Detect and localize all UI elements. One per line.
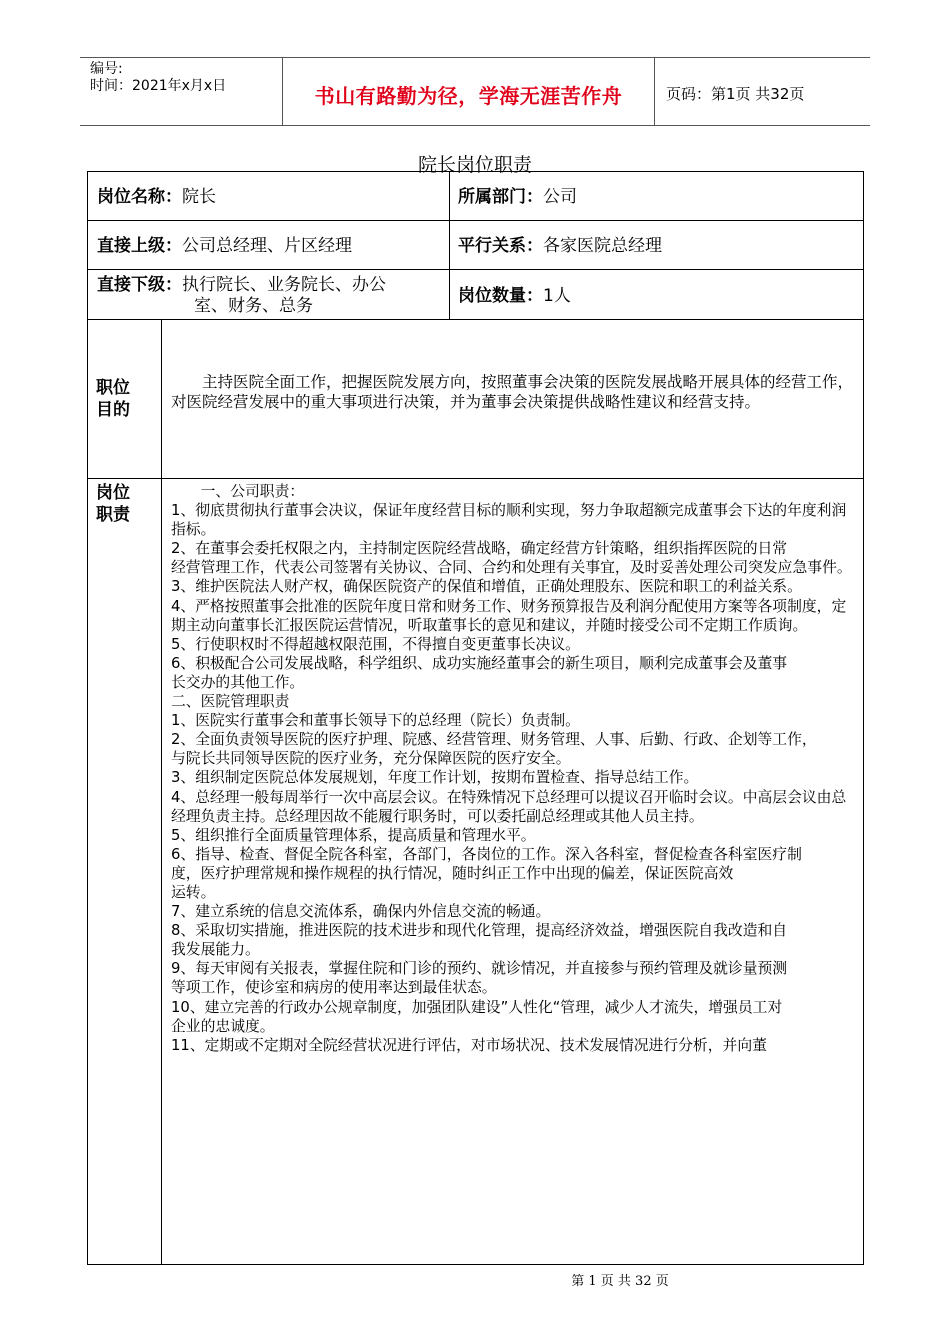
page-footer: 第 1 页 共 32 页	[571, 1274, 669, 1289]
table-rule	[87, 478, 864, 479]
duty-line: 经营管理工作，代表公司签署有关协议、合同、合约和处理有关事宜，及时妥善处理公司突发应急事件。	[171, 559, 852, 577]
duty-line: 运转。	[171, 883, 216, 901]
department-label: 所属部门：	[458, 187, 543, 207]
position-name-value: 院长	[182, 187, 216, 207]
duties-label-line1: 岗位	[96, 483, 130, 503]
duty-line: 企业的忠诚度。	[171, 1017, 275, 1035]
number-label: 编号:	[90, 61, 123, 77]
parallel-cell	[458, 235, 662, 257]
duty-line: 等项工作，使诊室和病房的使用率达到最佳状态。	[171, 979, 497, 997]
duties-label	[96, 482, 156, 526]
duty-line: 二、医院管理职责	[171, 693, 290, 711]
superior-cell	[97, 235, 352, 257]
duty-line: 3、维护医院法人财产权，确保医院资产的保值和增值，正确处理股东、医院和职工的利益关系。	[171, 578, 802, 596]
superior-value: 公司总经理、片区经理	[182, 236, 352, 256]
parallel-value: 各家医院总经理	[543, 236, 662, 256]
position-name-label: 岗位名称：	[97, 187, 182, 207]
header-motto: 书山有路勤为径，学海无涯苦作舟	[314, 84, 623, 108]
subordinate-value-line1: 执行院长、业务院长、办公	[182, 275, 386, 295]
position-name-cell	[97, 186, 216, 208]
header-divider	[654, 58, 655, 125]
document-title: 院长岗位职责	[417, 154, 532, 176]
duty-line: 与院长共同领导医院的医疗业务，充分保障医院的医疗安全。	[171, 750, 571, 768]
duty-line: 3、组织制定医院总体发展规划，年度工作计划，按期布置检查、指导总结工作。	[171, 769, 699, 787]
table-rule	[87, 220, 864, 221]
duty-line: 8、采取切实措施，推进医院的技术进步和现代化管理，提高经济效益，增强医院自我改造和自	[171, 922, 788, 940]
duty-line: 我发展能力。	[171, 941, 260, 959]
table-rule	[87, 319, 864, 320]
duty-line: 11、定期或不定期对全院经营状况进行评估，对市场状况、技术发展情况进行分析，并向董	[171, 1036, 767, 1054]
purpose-text: 主持医院全面工作，把握医院发展方向，按照董事会决策的医院发展战略开展具体的经营工作，对医院经营发展中的重大事项进行决策，并为董事会决策提供战略性建议和经营支持。	[171, 373, 854, 411]
duty-line: 一、公司职责：	[171, 483, 305, 500]
duty-line: 7、建立系统的信息交流体系，确保内外信息交流的畅通。	[171, 903, 551, 921]
duty-line: 4、严格按照董事会批准的医院年度日常和财务工作、财务预算报告及利润分配使用方案等各项制度，定期主动向董事长汇报医院运营情况，听取董事长的意见和建议，并随时接受公司不定期工作质询。	[171, 597, 847, 634]
purpose-label-line1: 职位	[96, 378, 130, 398]
header-page-info: 页码：第1页 共32页	[666, 85, 805, 103]
quantity-cell	[458, 285, 571, 307]
duty-line: 4、总经理一般每周举行一次中高层会议。在特殊情况下总经理可以提议召开临时会议。中高层会议由总经理负责主持。总经理因故不能履行职务时，可以委托副总经理或其他人员主持。	[171, 788, 847, 825]
duty-line: 长交办的其他工作。	[171, 673, 305, 691]
subordinate-cell	[97, 274, 386, 316]
parallel-label: 平行关系：	[458, 236, 543, 256]
department-value: 公司	[543, 187, 577, 207]
duty-line: 6、指导、检查、督促全院各科室，各部门，各岗位的工作。深入各科室，督促检查各科室医疗制	[171, 845, 802, 863]
duty-line: 5、组织推行全面质量管理体系，提高质量和管理水平。	[171, 826, 536, 844]
page-header	[80, 57, 870, 126]
purpose-label	[96, 377, 156, 421]
header-meta	[90, 61, 226, 95]
duty-line: 2、在董事会委托权限之内，主持制定医院经营战略，确定经营方针策略，组织指挥医院的日常	[171, 540, 788, 558]
duty-line: 6、积极配合公司发展战略，科学组织、成功实施经董事会的新生项目，顺利完成董事会及董事	[171, 654, 788, 672]
table-rule	[161, 319, 162, 1265]
duty-line: 2、全面负责领导医院的医疗护理、院感、经营管理、财务管理、人事、后勤、行政、企划等工作，	[171, 731, 817, 749]
superior-label: 直接上级：	[97, 236, 182, 256]
quantity-value: 1人	[543, 286, 571, 306]
duty-line: 5、行使职权时不得超越权限范围，不得擅自变更董事长决议。	[171, 635, 580, 653]
duty-line: 9、每天审阅有关报表，掌握住院和门诊的预约、就诊情况，并直接参与预约管理及就诊量预测	[171, 960, 788, 978]
subordinate-value-line2: 室、财务、总务	[194, 296, 313, 316]
duty-line: 度，医疗护理常规和操作规程的执行情况，随时纠正工作中出现的偏差，保证医院高效	[171, 864, 734, 882]
subordinate-label: 直接下级：	[97, 275, 182, 295]
table-rule	[449, 171, 450, 319]
duties-list	[171, 482, 859, 1265]
quantity-label: 岗位数量：	[458, 286, 543, 306]
duties-label-line2: 职责	[96, 505, 130, 525]
duty-line: 10、建立完善的行政办公规章制度，加强团队建设”人性化“管理，减少人才流失，增强员工对	[171, 998, 783, 1016]
duty-line: 1、医院实行董事会和董事长领导下的总经理（院长）负责制。	[171, 712, 580, 730]
duty-line: 1、彻底贯彻执行董事会决议，保证年度经营目标的顺利实现，努力争取超额完成董事会下达的年度利润指标。	[171, 502, 847, 539]
purpose-label-line2: 目的	[96, 400, 130, 420]
department-cell	[458, 186, 577, 208]
time-label: 时间：2021年x月x日	[90, 78, 227, 94]
table-rule	[87, 269, 864, 270]
